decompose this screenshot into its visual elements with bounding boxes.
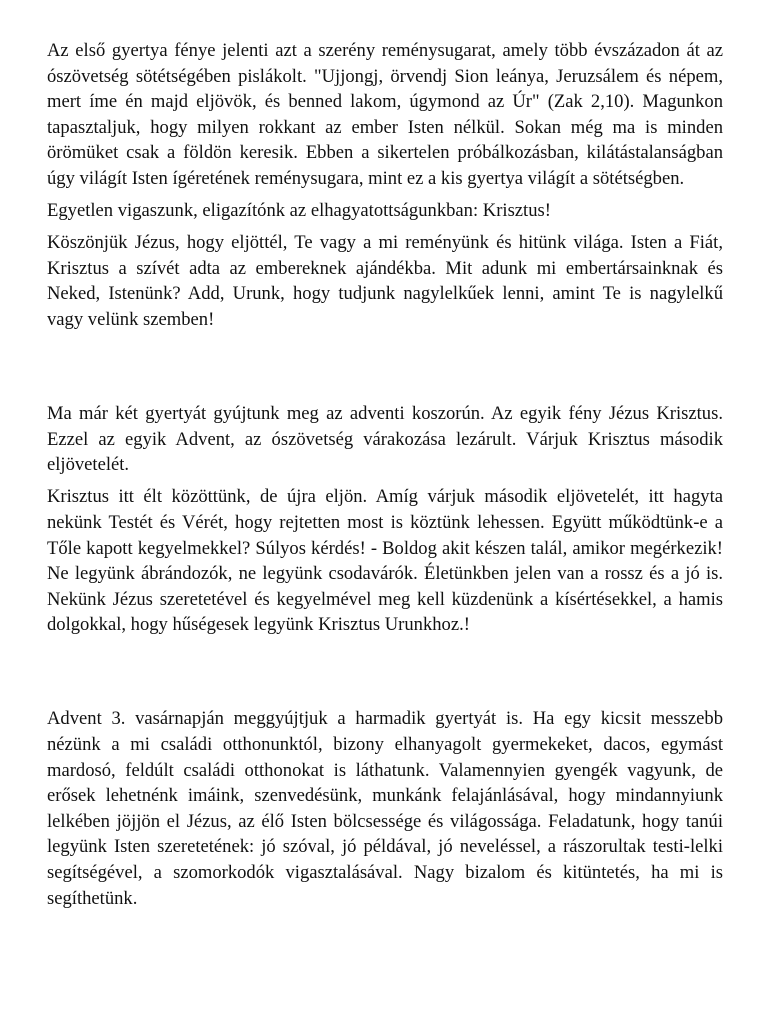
section-gap	[47, 339, 723, 401]
paragraph-first-candle: Az első gyertya fénye jelenti azt a szerény reménysugarat, amely több évszázadon át az ószövetség sötétségében pislákolt. "Ujjongj, örvendj Sion leánya, Jeruzsálem és népem, mert íme én majd eljövök, és benned lakom, úgymond az Úr" (Zak 2,10). Magunkon tapasztaljuk, hogy milyen rokkant az ember Isten nélkül. Sokan még ma is minden örömüket csak a földön keresik. Ebben a sikertelen próbálkozásban, kilátástalanságban úgy világít Isten ígéretének reménysugara, mint ez a kis gyertya világít a sötétségben.	[47, 40, 723, 189]
paragraph-third-candle: Advent 3. vasárnapján meggyújtjuk a harmadik gyertyát is. Ha egy kicsit messzebb nézünk a mi családi otthonunktól, bizony elhanyagolt gyermekeket, dacos, egymást mardosó, feldúlt családi otthonokat is láthatunk. Valamennyien gyengék vagyunk, de erősek lehetnénk imáink, szenvedésünk, munkánk felajánlásával, hogy mindannyiunk lelkében jöjjön el Jézus, az élő Isten bölcsessége és világossága. Feladatunk, hogy tanúi legyünk Isten szeretetének: jó szóval, jó példával, jó neveléssel, a rászorultak testi-lelki segítségével, a szomorkodók vigasztalásával. Nagy bizalom és kitüntetés, ha mi is segíthetünk.	[47, 708, 723, 909]
paragraph-second-coming: Krisztus itt élt közöttünk, de újra eljön. Amíg várjuk második eljövetelét, itt hagyta nekünk Testét és Vérét, hogy rejtetten most is köztünk lehessen. Együtt működtünk-e a Tőle kapott kegyelmekkel? Súlyos kérdés! - Boldog akit készen talál, amikor megérkezik! Ne legyünk ábrándozók, ne legyünk csodavárók. Életünkben jelen van a rossz és a jó is. Nekünk Jézus szeretetével és kegyelmével meg kell küzdenünk a kísértésekkel, a hamis dolgokkal, hogy hűségesek legyünk Krisztus Urunkhoz.!	[47, 486, 723, 636]
paragraph-consolation: Egyetlen vigaszunk, eligazítónk az elhagyatottságunkban: Krisztus!	[47, 200, 551, 222]
document-page	[47, 38, 723, 918]
paragraph-second-candle: Ma már két gyertyát gyújtunk meg az adventi koszorún. Az egyik fény Jézus Krisztus. Ezzel az egyik Advent, az ószövetség várakozása lezárult. Várjuk Krisztus második eljövetelét.	[47, 403, 723, 476]
paragraph-thanks: Köszönjük Jézus, hogy eljöttél, Te vagy a mi reményünk és hitünk világa. Isten a Fiát, Krisztus a szívét adta az embereknek ajándékba. Mit adunk mi embertársainknak és Neked, Istenünk? Add, Urunk, hogy tudjunk nagylelkűek lenni, amint Te is nagylelkű vagy velünk szemben!	[47, 232, 723, 330]
section-gap	[47, 644, 723, 706]
